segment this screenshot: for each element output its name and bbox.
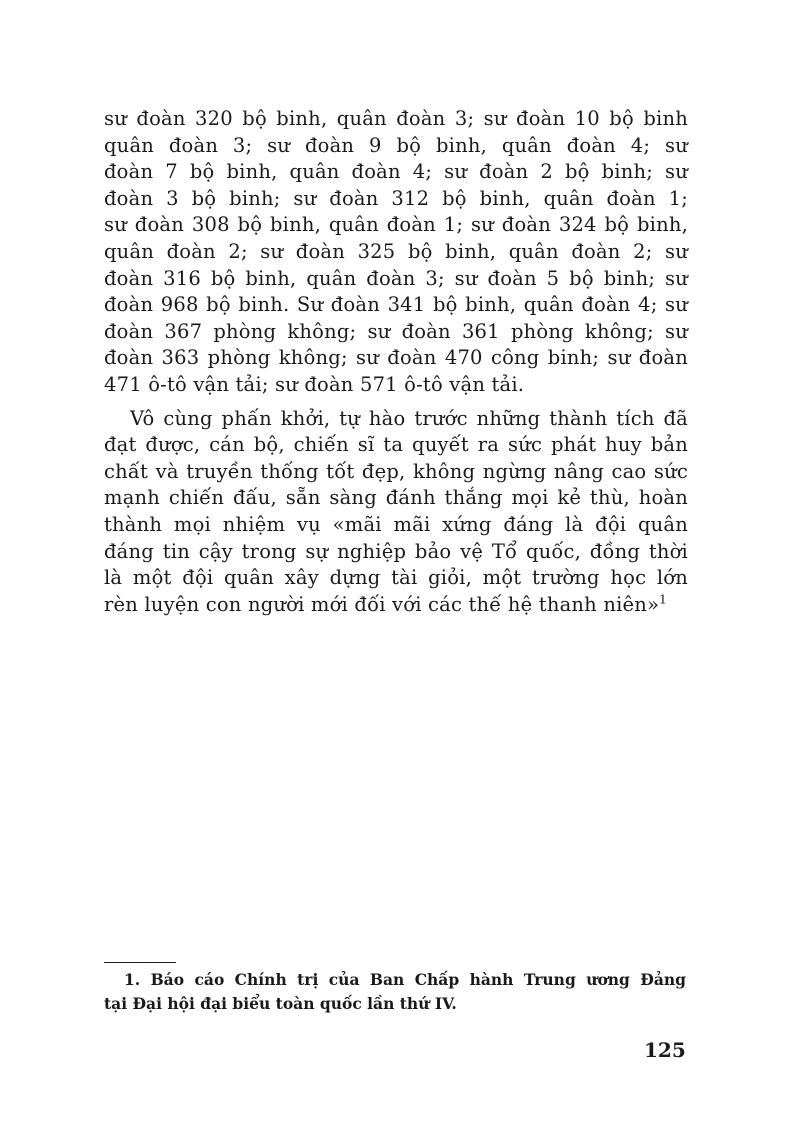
main-text bbox=[104, 106, 688, 618]
footnote-marker: 1 bbox=[659, 592, 667, 607]
footnote-line: tại Đại hội đại biểu toàn quốc lần thứ IV. bbox=[104, 994, 457, 1013]
text-line: đoàn 367 phòng không; sư đoàn 361 phòng không; sư bbox=[104, 319, 688, 343]
text-line: đạt được, cán bộ, chiến sĩ ta quyết ra sức phát huy bản bbox=[104, 433, 688, 457]
text-line: đoàn 363 phòng không; sư đoàn 470 công binh; sư đoàn bbox=[104, 346, 688, 370]
text-line: đoàn 316 bộ binh, quân đoàn 3; sư đoàn 5 bộ binh; sư bbox=[104, 266, 688, 290]
text-line: mạnh chiến đấu, sẵn sàng đánh thắng mọi kẻ thù, hoàn bbox=[104, 486, 688, 510]
page-number: 125 bbox=[644, 1038, 686, 1062]
text-line: 471 ô-tô vận tải; sư đoàn 571 ô-tô vận tải. bbox=[104, 372, 525, 396]
text-line: quân đoàn 3; sư đoàn 9 bộ binh, quân đoàn 4; sư bbox=[104, 133, 688, 157]
text-line: sư đoàn 320 bộ binh, quân đoàn 3; sư đoàn 10 bộ binh bbox=[104, 107, 688, 130]
text-line: chất và truyền thống tốt đẹp, không ngừng nâng cao sức bbox=[104, 459, 688, 483]
text-line: là một đội quân xây dựng tài giỏi, một trường học lớn bbox=[104, 566, 688, 590]
paragraph-achievements bbox=[104, 406, 688, 619]
text-line: thành mọi nhiệm vụ «mãi mãi xứng đáng là đội quân bbox=[104, 512, 688, 536]
text-line: đoàn 968 bộ binh. Sư đoàn 341 bộ binh, quân đoàn 4; sư bbox=[104, 293, 688, 317]
text-line: sư đoàn 308 bộ binh, quân đoàn 1; sư đoàn 324 bộ binh, bbox=[104, 213, 688, 237]
text-line: quân đoàn 2; sư đoàn 325 bộ binh, quân đoàn 2; sư bbox=[104, 239, 688, 263]
text-line: đáng tin cậy trong sự nghiệp bảo vệ Tổ quốc, đồng thời bbox=[104, 539, 688, 563]
footnote-divider bbox=[104, 962, 176, 963]
footnote-line: 1. Báo cáo Chính trị của Ban Chấp hành Trung ương Đảng bbox=[124, 970, 686, 989]
text-line: đoàn 7 bộ binh, quân đoàn 4; sư đoàn 2 bộ binh; sư bbox=[104, 160, 688, 184]
text-line: Vô cùng phấn khởi, tự hào trước những thành tích đã bbox=[130, 406, 688, 430]
text-line: rèn luyện con người mới đối với các thế hệ thanh niên» bbox=[104, 592, 660, 616]
text-line-final bbox=[104, 592, 688, 619]
footnote bbox=[104, 968, 686, 1016]
text-line: đoàn 3 bộ binh; sư đoàn 312 bộ binh, quân đoàn 1; bbox=[104, 186, 688, 210]
paragraph-division-list bbox=[104, 106, 688, 399]
